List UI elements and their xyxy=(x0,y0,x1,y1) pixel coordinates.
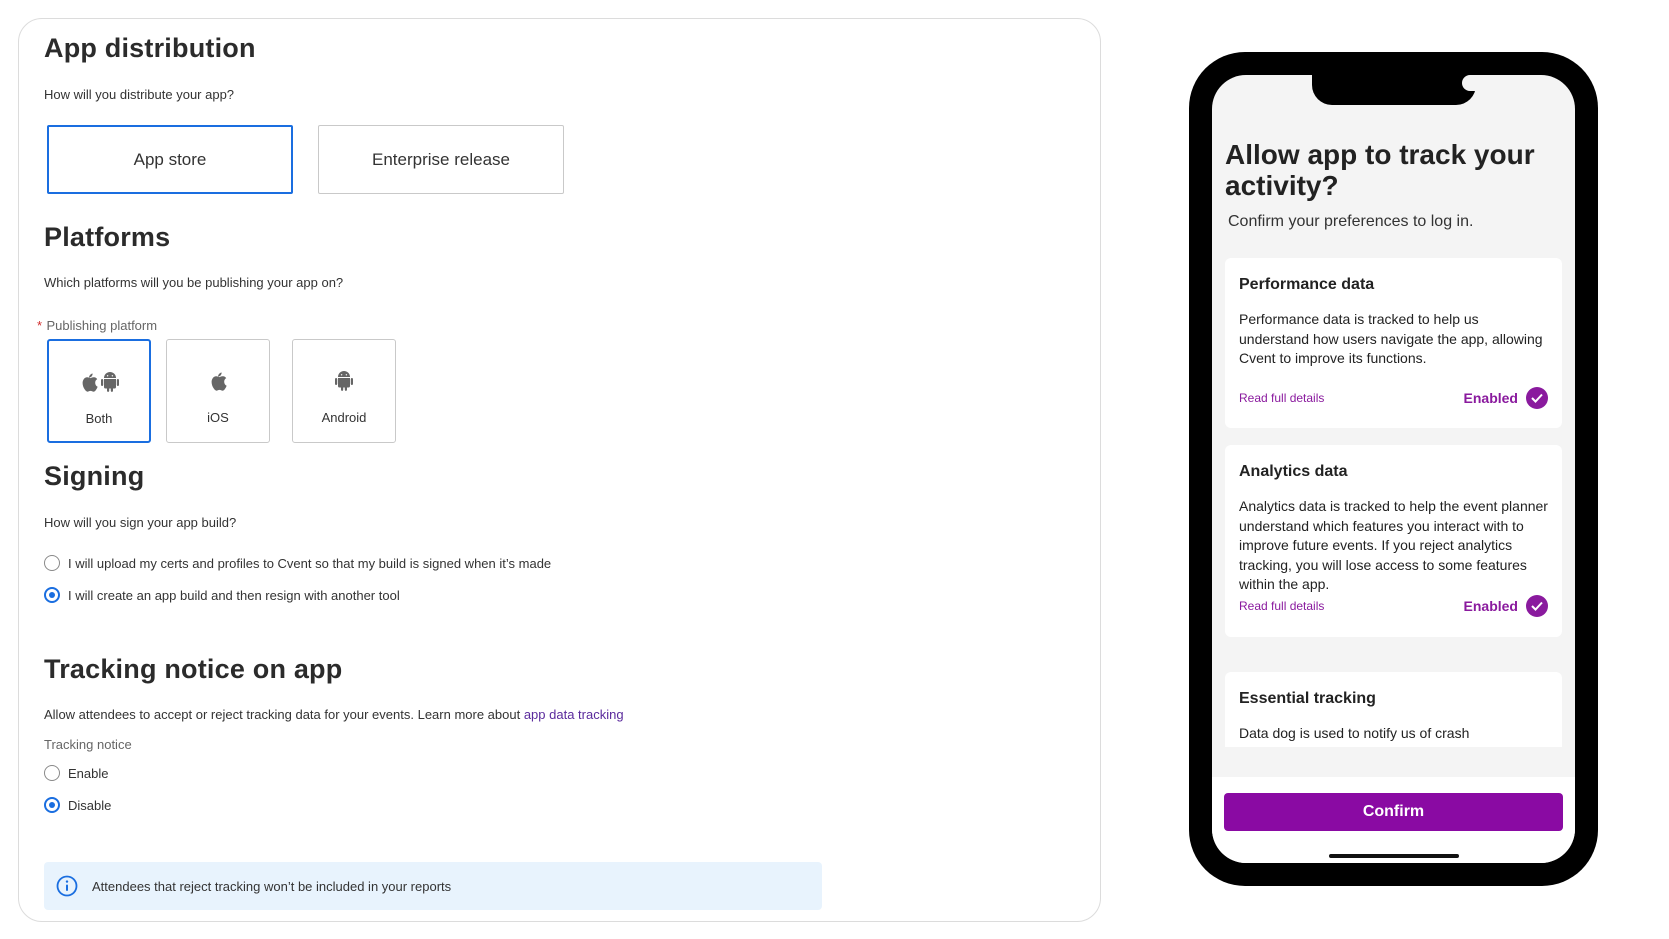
info-text: Attendees that reject tracking won’t be included in your reports xyxy=(92,878,452,894)
platform-tile-label: iOS xyxy=(207,410,229,425)
radio-button[interactable] xyxy=(44,765,60,781)
card-title: Essential tracking xyxy=(1239,690,1376,707)
radio-label: I will create an app build and then resign with another tool xyxy=(68,587,400,603)
apple-icon xyxy=(80,372,98,392)
platform-icons xyxy=(80,369,119,395)
card-title: Analytics data xyxy=(1239,463,1348,480)
section-title-platforms: Platforms xyxy=(44,222,171,252)
info-icon xyxy=(56,875,78,897)
required-mark: * xyxy=(37,318,43,333)
phone-speaker xyxy=(1462,75,1524,91)
essential-tracking-card xyxy=(1225,672,1562,747)
tracking-notice-label: Tracking notice xyxy=(44,737,132,752)
phone-mockup xyxy=(1189,52,1598,886)
signing-question: How will you sign your app build? xyxy=(44,515,237,530)
radio-button[interactable] xyxy=(44,797,60,813)
card-description: Performance data is tracked to help us understand how users navigate the app, allowing Cvent to improve its functions. xyxy=(1239,311,1543,366)
platform-tile-android[interactable] xyxy=(292,339,396,443)
status-label: Enabled xyxy=(1463,598,1518,614)
platform-tile-label: Both xyxy=(85,411,113,426)
section-title-tracking: Tracking notice on app xyxy=(44,654,343,684)
publishing-platform-label-text: Publishing platform xyxy=(46,318,158,333)
read-full-details-link[interactable]: Read full details xyxy=(1239,391,1325,405)
section-title-distribution: App distribution xyxy=(44,33,256,63)
check-icon xyxy=(1526,595,1548,617)
performance-data-card xyxy=(1225,258,1562,428)
android-icon xyxy=(335,371,353,391)
phone-bottom-bar xyxy=(1212,777,1575,863)
tracking-description xyxy=(44,707,624,722)
app-store-option[interactable]: App store xyxy=(47,125,293,194)
analytics-data-card xyxy=(1225,445,1562,637)
settings-card xyxy=(18,18,1101,922)
home-indicator xyxy=(1329,854,1459,858)
radio-label: Disable xyxy=(68,797,112,813)
radio-button[interactable] xyxy=(44,555,60,571)
radio-label: Enable xyxy=(68,765,109,781)
phone-notch xyxy=(1312,75,1476,105)
distribution-question: How will you distribute your app? xyxy=(44,87,235,102)
radio-button[interactable] xyxy=(44,587,60,603)
platform-tile-label: Android xyxy=(321,410,367,425)
android-icon xyxy=(101,372,119,392)
platform-tile-ios[interactable] xyxy=(166,339,270,443)
radio-label: I will upload my certs and profiles to Cvent so that my build is signed when it’s made xyxy=(68,555,552,571)
enterprise-release-option[interactable]: Enterprise release xyxy=(318,125,564,194)
platform-icons xyxy=(209,368,227,394)
confirm-button[interactable]: Confirm xyxy=(1224,793,1563,831)
platforms-question: Which platforms will you be publishing your app on? xyxy=(44,275,344,290)
card-description: Data dog is used to notify us of crash xyxy=(1239,725,1470,741)
card-title: Performance data xyxy=(1239,276,1375,293)
tracking-description-text: Allow attendees to accept or reject tracking data for your events. Learn more about xyxy=(44,707,524,722)
tracking-prompt-subtitle: Confirm your preferences to log in. xyxy=(1228,213,1474,230)
read-full-details-link[interactable]: Read full details xyxy=(1239,599,1325,613)
card-description: Analytics data is tracked to help the event planner understand which features you interact with to improve future events. If you reject analytics tracking, you will lose access to some features within the app. xyxy=(1239,498,1548,592)
tracking-option-enable[interactable] xyxy=(44,765,108,781)
publishing-platform-label xyxy=(37,317,157,335)
tracking-prompt-title: Allow app to track your activity? xyxy=(1225,139,1535,201)
check-icon xyxy=(1526,387,1548,409)
status-label: Enabled xyxy=(1463,390,1518,406)
enabled-status[interactable] xyxy=(1464,387,1548,409)
signing-option-upload-certs[interactable] xyxy=(44,555,551,571)
phone-screen xyxy=(1212,75,1575,863)
signing-option-resign[interactable] xyxy=(44,587,400,603)
app-data-tracking-link[interactable]: app data tracking xyxy=(523,707,624,722)
tracking-option-disable[interactable] xyxy=(44,797,111,813)
section-title-signing: Signing xyxy=(44,461,145,491)
apple-icon xyxy=(209,371,227,391)
platform-tile-both[interactable] xyxy=(47,339,151,443)
platform-icons xyxy=(335,368,353,394)
tracking-info-banner xyxy=(44,862,822,910)
enabled-status[interactable] xyxy=(1464,595,1548,617)
